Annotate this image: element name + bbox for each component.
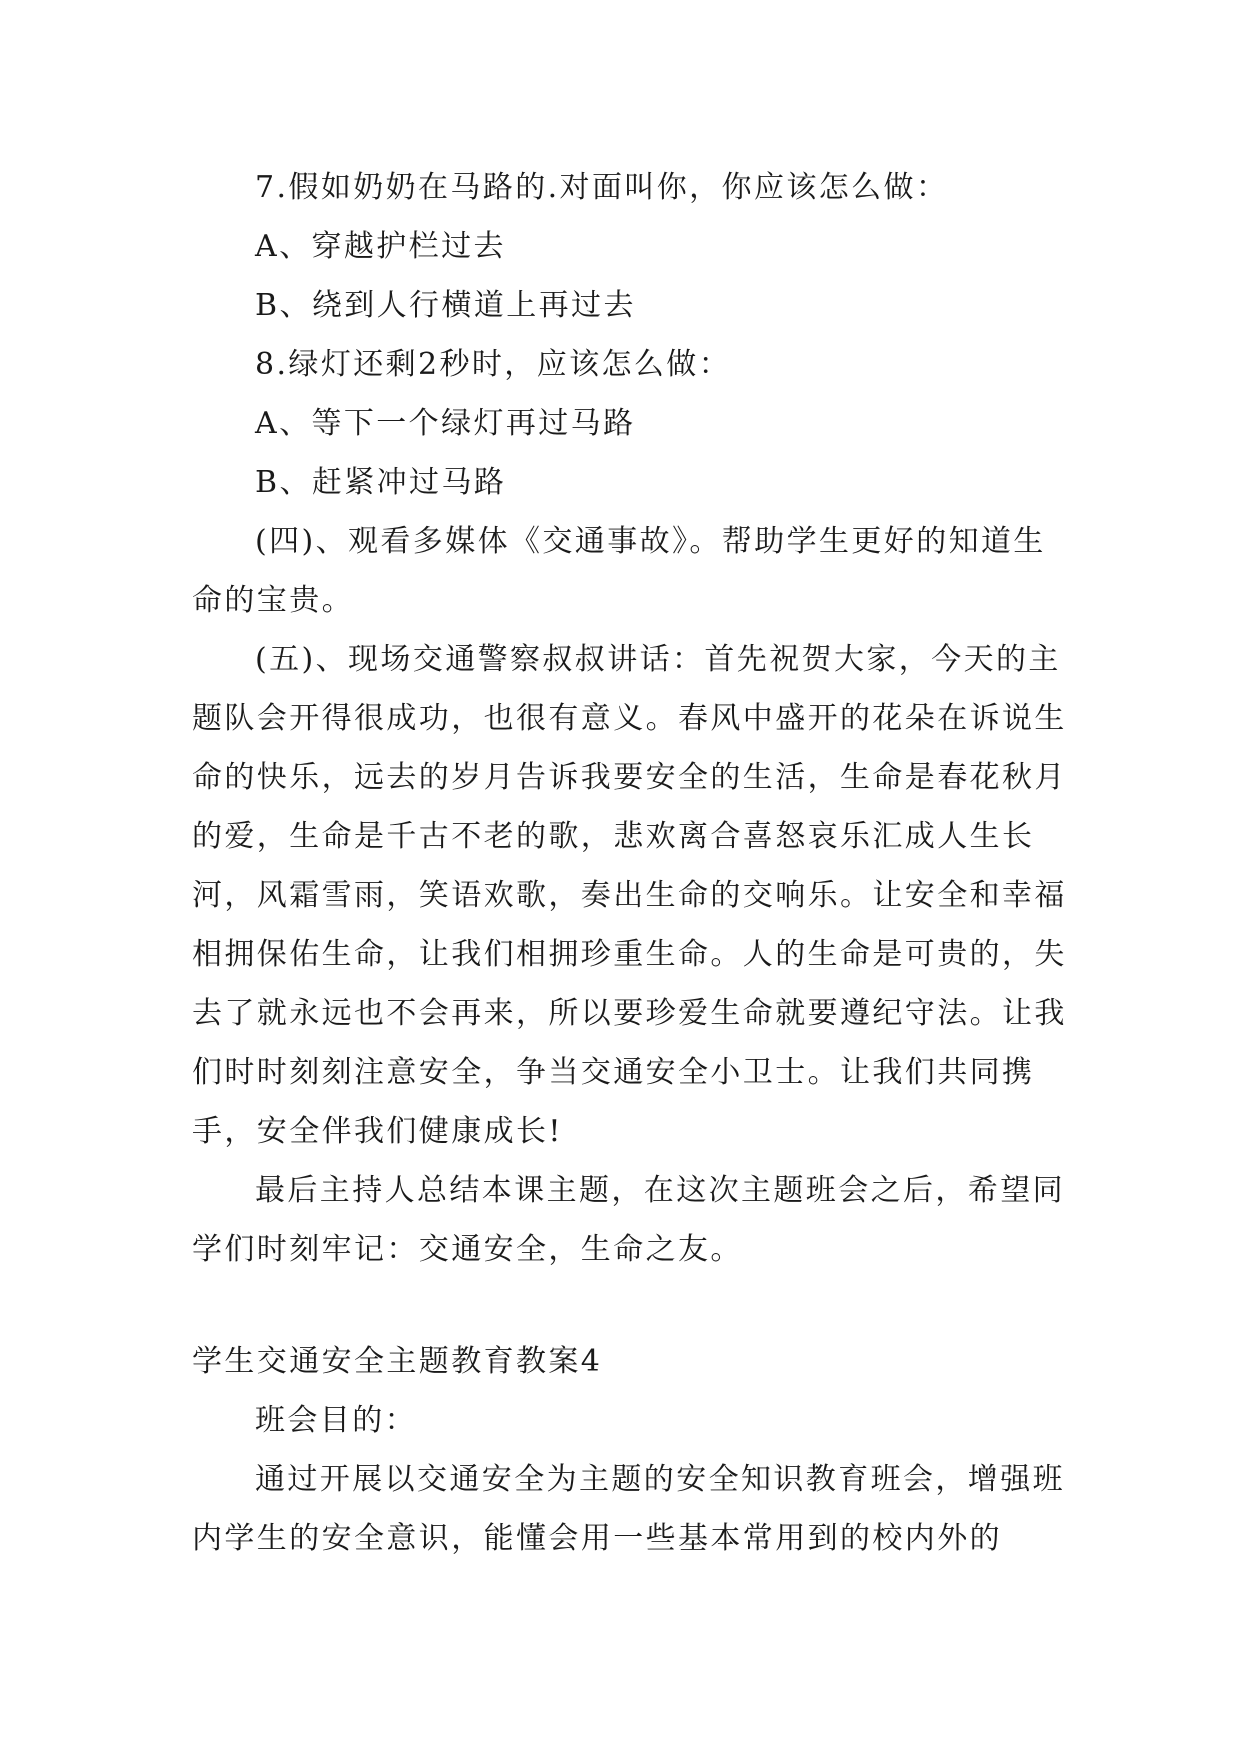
paragraph-step-4: (四)、观看多媒体《交通事故》。帮助学生更好的知道生命的宝贵。 [192,524,1046,618]
meeting-goal-label: 班会目的： [255,1403,417,1438]
question-7: 7.假如奶奶在马路的.对面叫你，你应该怎么做： [255,170,949,205]
document-body [192,158,1072,1568]
question-8: 8.绿灯还剩2秒时，应该怎么做： [255,347,732,382]
question-8-option-b: B、赶紧冲过马路 [255,465,507,500]
section-heading: 学生交通安全主题教育教案4 [192,1344,603,1379]
question-7-option-b: B、绕到人行横道上再过去 [255,288,636,323]
section-gap [192,1279,1072,1332]
paragraph-summary: 最后主持人总结本课主题，在这次主题班会之后，希望同学们时刻牢记：交通安全，生命之友。 [192,1173,1065,1267]
paragraph-step-5: (五)、现场交通警察叔叔讲话：首先祝贺大家，今天的主题队会开得很成功，也很有意义。春风中盛开的花朵在诉说生命的快乐，远去的岁月告诉我要安全的生活，生命是春花秋月的爱，生命是千古不老的歌，悲欢离合喜怒哀乐汇成人生长河，风霜雪雨，笑语欢歌，奏出生命的交响乐。让安全和幸福相拥保佑生命，让我们相拥珍重生命。人的生命是可贵的，失去了就永远也不会再来，所以要珍爱生命就要遵纪守法。让我们时时刻刻注意安全，争当交通安全小卫士。让我们共同携手，安全伴我们健康成长! [192,642,1067,1149]
meeting-goal-text: 通过开展以交通安全为主题的安全知识教育班会，增强班内学生的安全意识，能懂会用一些基本常用到的校内外的 [192,1462,1065,1556]
question-7-option-a: A、穿越护栏过去 [255,229,506,264]
question-8-option-a: A、等下一个绿灯再过马路 [255,406,636,441]
